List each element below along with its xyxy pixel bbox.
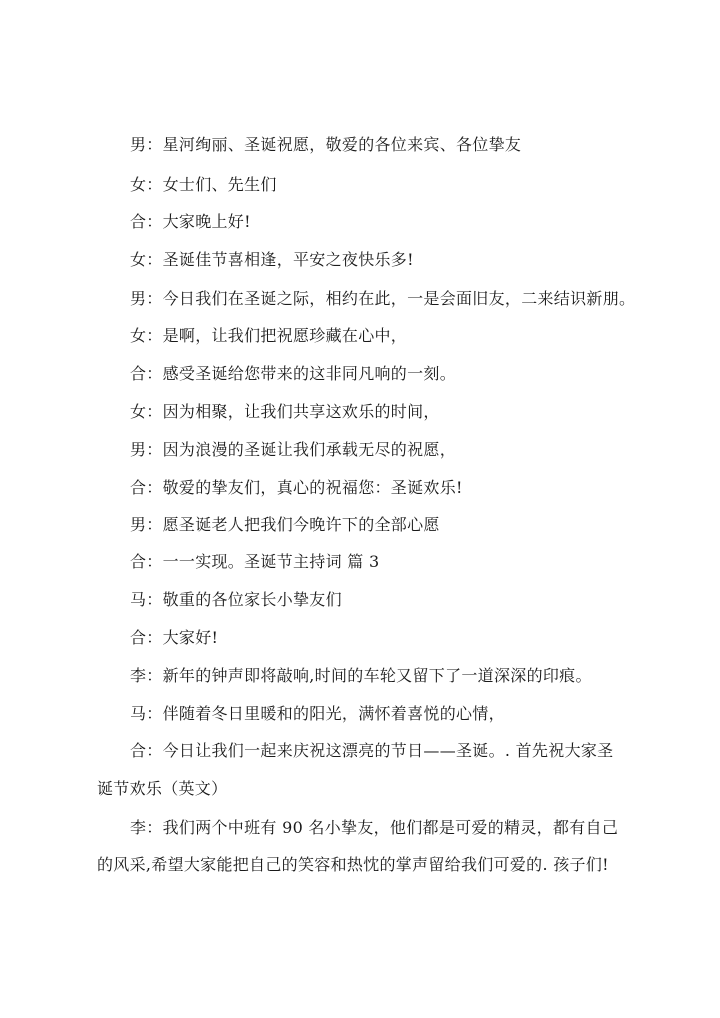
dialogue-line-17: 合：今日让我们一起来庆祝这漂亮的节日——圣诞。. 首先祝大家圣 <box>130 741 614 760</box>
dialogue-line-2: 女：女士们、先生们 <box>130 175 277 194</box>
dialogue-line-6: 女：是啊，让我们把祝愿珍藏在心中， <box>130 326 408 345</box>
dialogue-line-5: 男：今日我们在圣诞之际，相约在此，一是会面旧友，二来结识新朋。 <box>130 289 636 308</box>
dialogue-line-18-continued: 的风采,希望大家能把自己的笑容和热忱的掌声留给我们可爱的. 孩子们! <box>97 855 609 874</box>
dialogue-line-17-continued: 诞节欢乐（英文） <box>97 779 228 798</box>
dialogue-line-12: 合：一一实现。圣诞节主持词 篇 3 <box>130 552 380 571</box>
dialogue-line-4: 女：圣诞佳节喜相逢，平安之夜快乐多! <box>130 250 414 269</box>
dialogue-line-13: 马：敬重的各位家长小挚友们 <box>130 590 342 609</box>
dialogue-line-15: 李：新年的钟声即将敲响,时间的车轮又留下了一道深深的印痕。 <box>130 666 592 685</box>
dialogue-line-16: 马：伴随着冬日里暖和的阳光，满怀着喜悦的心情， <box>130 704 505 723</box>
dialogue-line-18: 李：我们两个中班有 90 名小挚友，他们都是可爱的精灵，都有自己 <box>130 818 619 837</box>
dialogue-line-9: 男：因为浪漫的圣诞让我们承载无尽的祝愿， <box>130 440 457 459</box>
dialogue-line-11: 男：愿圣诞老人把我们今晚许下的全部心愿 <box>130 515 440 534</box>
dialogue-line-8: 女：因为相聚，让我们共享这欢乐的时间， <box>130 402 440 421</box>
dialogue-line-14: 合：大家好! <box>130 628 219 647</box>
dialogue-line-1: 男：星河绚丽、圣诞祝愿，敬爱的各位来宾、各位挚友 <box>130 135 522 154</box>
dialogue-line-7: 合：感受圣诞给您带来的这非同凡响的一刻。 <box>130 364 457 383</box>
dialogue-line-3: 合：大家晚上好! <box>130 212 251 231</box>
dialogue-line-10: 合：敬爱的挚友们，真心的祝福您：圣诞欢乐! <box>130 478 463 497</box>
